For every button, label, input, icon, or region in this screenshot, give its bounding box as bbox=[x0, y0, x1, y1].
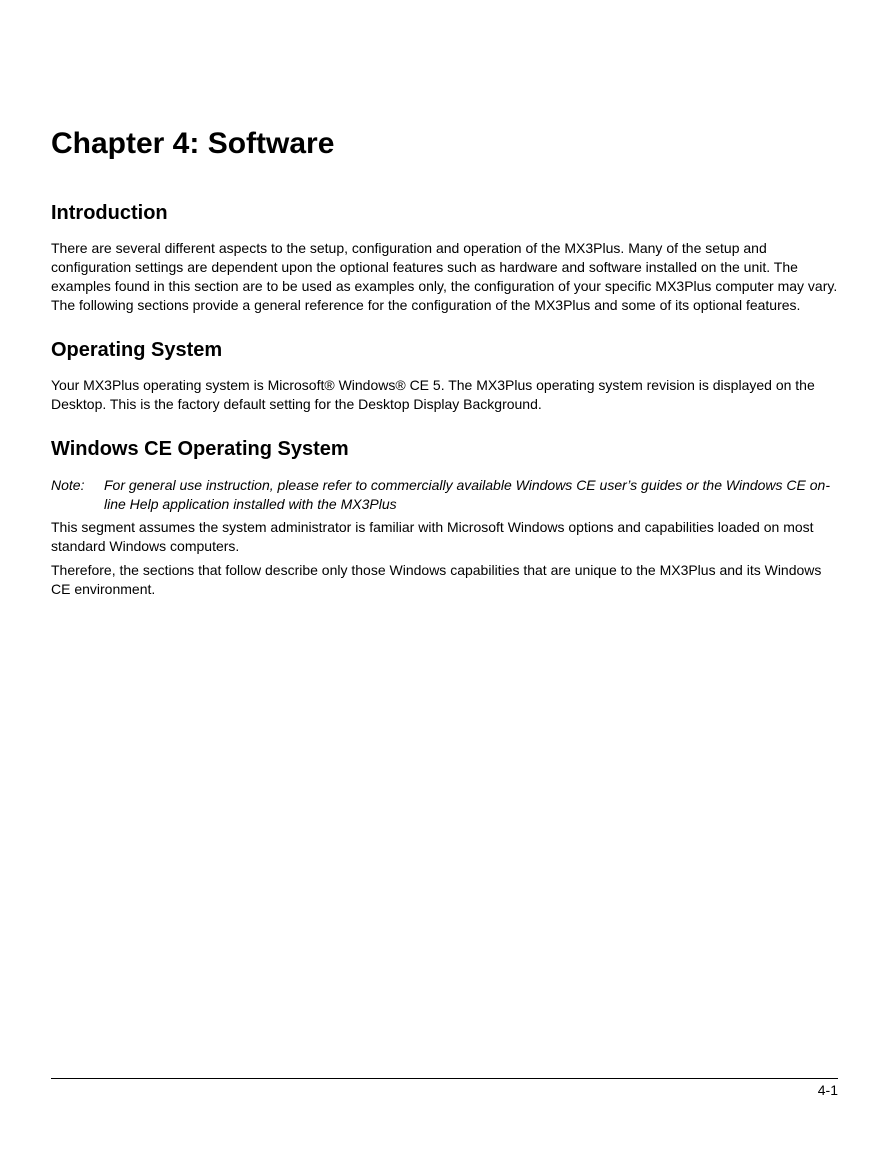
operating-system-paragraph: Your MX3Plus operating system is Microsoft® Windows® CE 5. The MX3Plus operating system revision is displayed on the Desktop. This is the factory default setting for the Desktop Display Background. bbox=[51, 377, 815, 412]
windows-ce-paragraph-2: Therefore, the sections that follow describe only those Windows capabilities that are unique to the MX3Plus and its Windows CE environment. bbox=[51, 562, 822, 597]
section-heading-introduction: Introduction bbox=[51, 202, 168, 224]
windows-ce-paragraph-1: This segment assumes the system administrator is familiar with Microsoft Windows options and capabilities loaded on most standard Windows computers. bbox=[51, 519, 814, 554]
chapter-title: Chapter 4: Software bbox=[51, 127, 335, 160]
page-number: 4-1 bbox=[817, 1082, 838, 1098]
introduction-paragraph: There are several different aspects to the setup, configuration and operation of the MX3Plus. Many of the setup and configuration settings are dependent upon the optional features such as hardware and software installed on the unit. The examples found in this section are to be used as examples only, the configuration of your specific MX3Plus computer may vary. The following sections provide a general reference for the configuration of the MX3Plus and some of its optional features. bbox=[51, 240, 838, 313]
note-block bbox=[51, 476, 841, 514]
note-text: For general use instruction, please refer to commercially available Windows CE user’s guides or the Windows CE on-line Help application installed with the MX3Plus bbox=[104, 477, 830, 512]
note-label: Note: bbox=[51, 477, 85, 493]
section-heading-operating-system: Operating System bbox=[51, 339, 223, 361]
footer-divider bbox=[51, 1078, 838, 1079]
section-heading-windows-ce: Windows CE Operating System bbox=[51, 438, 349, 460]
